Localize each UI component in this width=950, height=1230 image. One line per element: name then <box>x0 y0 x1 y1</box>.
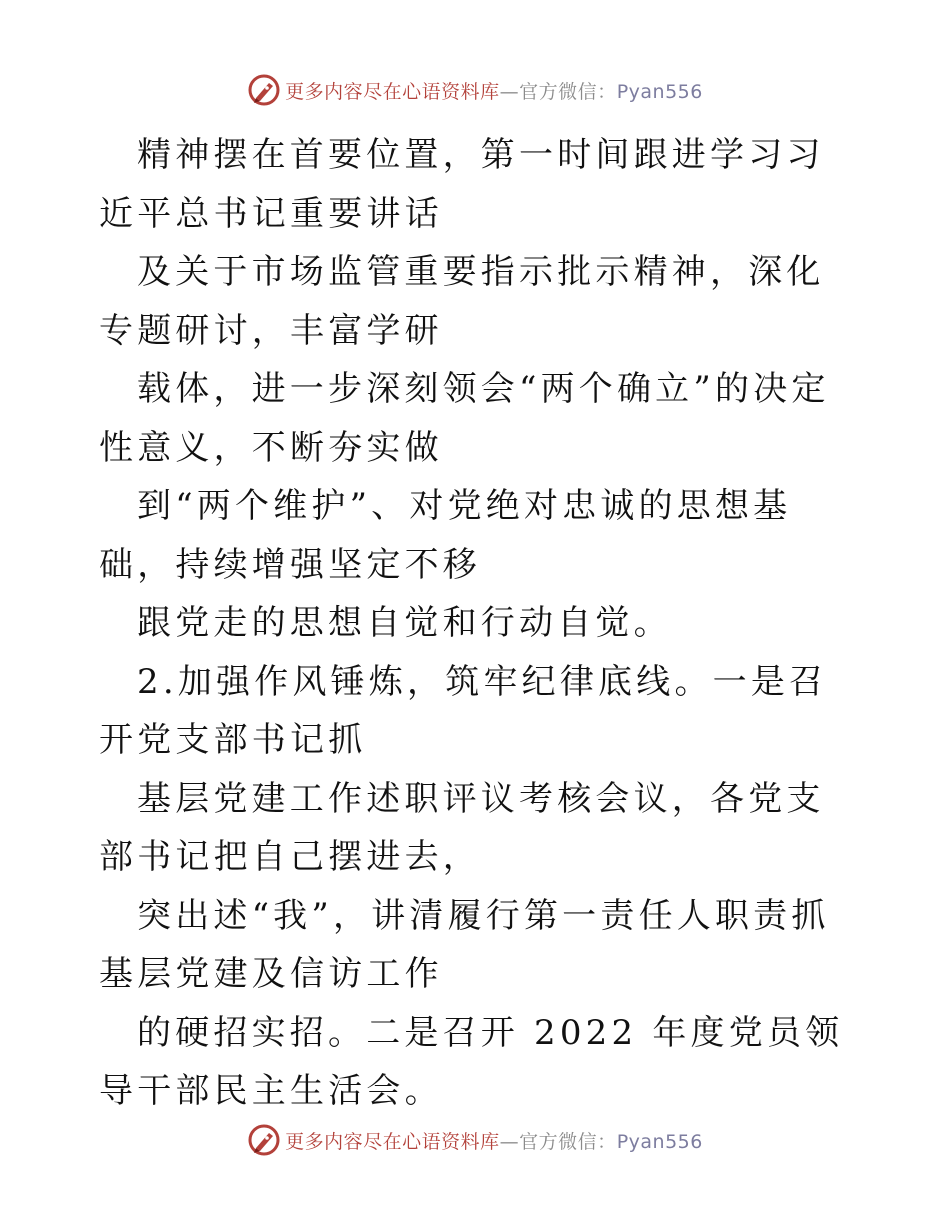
header-banner-text <box>285 77 703 104</box>
paragraph: 载体，进一步深刻领会“两个确立”的决定性意义，不断夯实做 <box>99 369 830 468</box>
footer-banner-text <box>285 1127 703 1154</box>
paragraph: 2.加强作风锤炼，筑牢纪律底线。一是召开党支部书记抓 <box>99 661 828 760</box>
document-body <box>99 126 851 1121</box>
pen-logo-icon <box>247 1123 281 1157</box>
footer-separator: — <box>499 1130 520 1153</box>
paragraph: 到“两个维护”、对党绝对忠诚的思想基础，持续增强坚定不移 <box>99 486 792 585</box>
footer-wechat-id: Pyan556 <box>616 1130 703 1153</box>
paragraph: 精神摆在首要位置，第一时间跟进学习习近平总书记重要讲话 <box>99 135 825 234</box>
header-promo-text: 更多内容尽在心语资料库 <box>285 80 500 103</box>
footer-promo-text: 更多内容尽在心语资料库 <box>285 1130 500 1153</box>
paragraph: 基层党建工作述职评议考核会议，各党支部书记把自己摆进去， <box>99 778 825 877</box>
header-banner <box>0 70 950 110</box>
footer-wechat-label: 官方微信： <box>519 1130 617 1153</box>
header-wechat-id: Pyan556 <box>616 80 703 103</box>
pen-logo-icon <box>247 73 281 107</box>
footer-banner <box>0 1120 950 1160</box>
paragraph: 突出述“我”，讲清履行第一责任人职责抓基层党建及信访工作 <box>99 895 830 994</box>
header-separator: — <box>499 80 520 103</box>
paragraph: 及关于市场监管重要指示批示精神，深化专题研讨，丰富学研 <box>99 252 825 351</box>
paragraph: 跟党走的思想自觉和行动自觉。 <box>137 603 672 643</box>
header-wechat-label: 官方微信： <box>519 80 617 103</box>
paragraph: 的硬招实招。二是召开 2022 年度党员领导干部民主生活会。 <box>99 1012 844 1111</box>
